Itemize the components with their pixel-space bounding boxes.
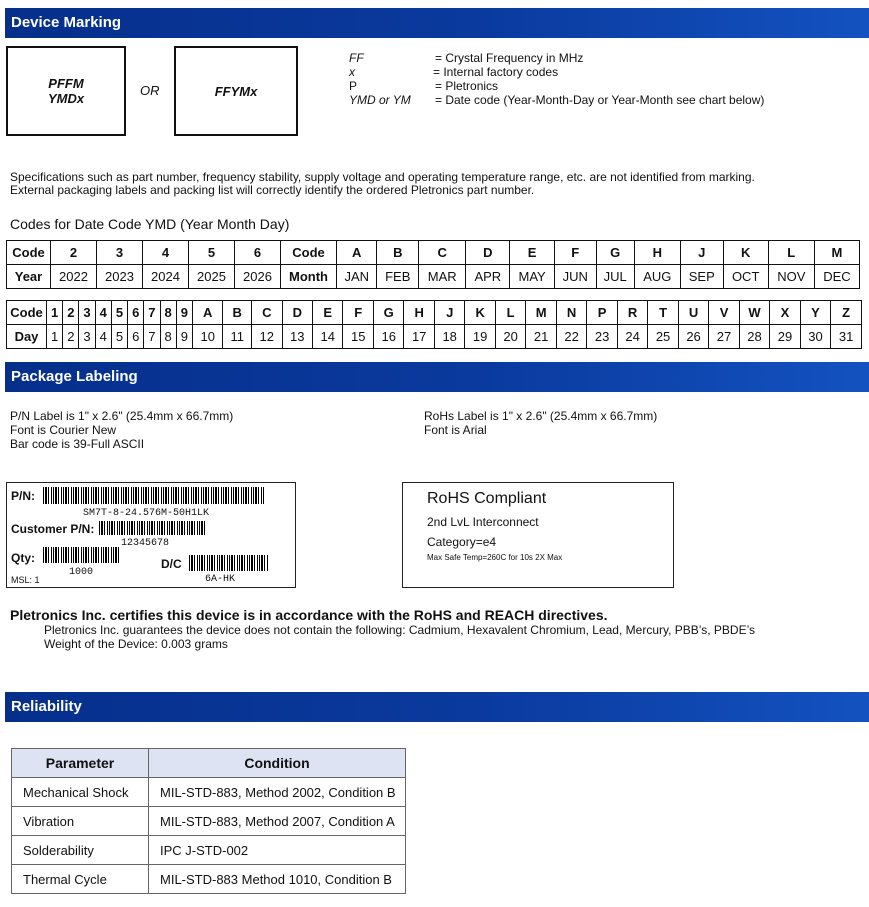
day-code-cell: 2 [63,301,79,325]
day-cell: 25 [648,325,678,349]
reliability-table [11,748,406,894]
day-code-cell: W [739,301,769,325]
day-code-cell: F [343,301,373,325]
month-cell: OCT [723,265,768,289]
dc-barcode [189,555,269,571]
marking-box-line2: YMDx [47,91,85,106]
legend-desc: = Internal factory codes [433,65,559,79]
year-cell: 2024 [143,265,189,289]
day-cell: 8 [160,325,176,349]
year-month-code-table [6,240,860,289]
year-code-cell: 2 [51,241,97,265]
cell-condition: MIL-STD-883 Method 1010, Condition B [149,865,406,894]
marking-note-2: External packaging labels and packing list will correctly identify the ordered Pletronics part number. [10,183,535,197]
month-cell: MAY [510,265,555,289]
day-code-cell: 5 [111,301,127,325]
cell-parameter: Thermal Cycle [12,865,149,894]
dc-value: 6A-HK [205,574,236,585]
rohs-label-spec-1: RoHs Label is 1" x 2.6" (25.4mm x 66.7mm) [424,409,658,423]
day-code-cell: 7 [144,301,160,325]
month-cell: JAN [337,265,377,289]
year-cell: 2026 [235,265,281,289]
table-row [12,807,406,836]
month-header: Month [281,265,337,289]
cell-parameter: Solderability [12,836,149,865]
msl-text: MSL: 1 [11,575,40,585]
month-cell: AUG [634,265,680,289]
month-code-cell: B [377,241,419,265]
marking-box-line1: PFFM [48,76,84,91]
day-cell: 17 [404,325,434,349]
day-cell: 31 [831,325,862,349]
day-cell: 15 [343,325,373,349]
table-header-row [12,749,406,778]
table-row [7,265,860,289]
day-cell: 9 [176,325,192,349]
column-header-condition: Condition [149,749,406,778]
day-cell: 1 [47,325,63,349]
year-code-cell: 6 [235,241,281,265]
table-row [12,836,406,865]
month-cell: MAR [419,265,466,289]
day-cell: 26 [678,325,708,349]
day-cell: 21 [526,325,556,349]
day-cell: 22 [556,325,586,349]
day-cell: 13 [282,325,312,349]
table-row [7,241,860,265]
marking-box-pffm [6,46,126,136]
legend-key: FF [349,51,364,65]
day-code-cell: J [434,301,464,325]
day-cell: 28 [739,325,769,349]
day-code-cell: V [709,301,739,325]
day-cell: 3 [79,325,95,349]
legend-key: YMD or YM [349,93,411,107]
rohs-line-1: 2nd LvL Interconnect [427,515,539,529]
marking-box2-text: FFYMx [214,83,258,99]
day-code-cell: 3 [79,301,95,325]
marking-note-1: Specifications such as part number, frequency stability, supply voltage and operating temperature range, etc. are not identified from marking. [10,170,755,184]
pn-barcode [43,487,265,504]
month-cell: NOV [768,265,814,289]
day-cell: 4 [95,325,111,349]
day-cell: 12 [252,325,282,349]
pn-label-spec-1: P/N Label is 1" x 2.6" (25.4mm x 66.7mm) [10,409,234,423]
year-code-cell: 3 [97,241,143,265]
year-code-header: Code [7,241,51,265]
day-code-cell: E [313,301,343,325]
table-row [7,301,862,325]
table-row [12,778,406,807]
pn-label-spec-3: Bar code is 39-Full ASCII [10,437,145,451]
legend-key: x [349,65,355,79]
legend-key: P [349,79,358,93]
cell-condition: IPC J-STD-002 [149,836,406,865]
dc-caption: D/C [161,557,182,571]
column-header-parameter: Parameter [12,749,149,778]
day-code-cell: N [556,301,586,325]
pn-label-spec-2: Font is Courier New [10,423,117,437]
day-code-cell: 9 [176,301,192,325]
day-code-cell: X [770,301,800,325]
day-code-cell: P [587,301,617,325]
month-cell: JUN [554,265,596,289]
day-cell: 11 [223,325,252,349]
cell-parameter: Mechanical Shock [12,778,149,807]
rohs-label-spec-2: Font is Arial [424,423,487,437]
day-code-cell: A [192,301,222,325]
day-code-cell: 1 [47,301,63,325]
day-cell: 24 [617,325,647,349]
cell-condition: MIL-STD-883, Method 2007, Condition A [149,807,406,836]
certification-text-1: Pletronics Inc. guarantees the device does not contain the following: Cadmium, Hexavalent Chromium, Lead, Mercury, PBB’s, PBDE’s [44,623,756,637]
day-code-cell: 4 [95,301,111,325]
month-code-cell: J [680,241,723,265]
legend-desc: = Pletronics [435,79,499,93]
cell-parameter: Vibration [12,807,149,836]
marking-or-text: OR [140,83,160,98]
month-cell: JUL [596,265,634,289]
month-code-cell: L [768,241,814,265]
month-code-cell: F [554,241,596,265]
day-code-cell: 6 [128,301,144,325]
qty-barcode [43,547,121,563]
month-code-cell: G [596,241,634,265]
day-code-cell: D [282,301,312,325]
legend-row-p [349,79,849,93]
codes-title: Codes for Date Code YMD (Year Month Day) [10,216,290,232]
month-code-cell: D [466,241,510,265]
qty-caption: Qty: [11,551,35,565]
day-code-cell: U [678,301,708,325]
day-code-cell: Y [800,301,830,325]
pn-value: SM7T-8-24.576M-50H1LK [83,508,210,519]
day-code-cell: T [648,301,678,325]
year-cell: 2025 [189,265,235,289]
day-header: Day [7,325,47,349]
day-cell: 23 [587,325,617,349]
year-code-cell: 4 [143,241,189,265]
day-code-cell: 8 [160,301,176,325]
day-cell: 29 [770,325,800,349]
certification-text-2: Weight of the Device: 0.003 grams [44,637,228,651]
day-cell: 19 [465,325,495,349]
section-header-reliability: Reliability [5,692,869,722]
day-cell: 20 [495,325,525,349]
day-code-cell: K [465,301,495,325]
year-header: Year [7,265,51,289]
year-cell: 2023 [97,265,143,289]
customer-pn-value: 12345678 [121,538,170,549]
month-code-header: Code [281,241,337,265]
cell-condition: MIL-STD-883, Method 2002, Condition B [149,778,406,807]
month-code-cell: C [419,241,466,265]
rohs-line-2: Category=e4 [427,535,497,549]
table-row [7,325,862,349]
month-cell: FEB [377,265,419,289]
month-code-cell: E [510,241,555,265]
rohs-label-sample [402,482,674,588]
day-cell: 16 [373,325,403,349]
marking-box-ffymx [174,46,298,136]
certification-heading: Pletronics Inc. certifies this device is in accordance with the RoHS and REACH directives. [10,607,608,623]
customer-pn-caption: Customer P/N: [11,522,95,536]
day-cell: 7 [144,325,160,349]
qty-value: 1000 [69,567,94,578]
legend-row-ff [349,51,849,65]
day-code-cell: H [404,301,434,325]
day-code-table [6,300,862,349]
day-code-cell: L [495,301,525,325]
pn-caption: P/N: [11,489,35,503]
customer-pn-barcode [99,521,207,535]
day-cell: 2 [63,325,79,349]
day-code-cell: B [223,301,252,325]
month-cell: APR [466,265,510,289]
month-cell: SEP [680,265,723,289]
day-code-cell: C [252,301,282,325]
day-cell: 10 [192,325,222,349]
section-header-device-marking: Device Marking [5,8,869,38]
day-cell: 18 [434,325,464,349]
day-cell: 6 [128,325,144,349]
rohs-title: RoHS Compliant [427,490,547,507]
table-row [12,865,406,894]
day-code-cell: R [617,301,647,325]
month-code-cell: K [723,241,768,265]
day-cell: 5 [111,325,127,349]
pn-label-sample [6,482,296,588]
month-cell: DEC [814,265,859,289]
year-cell: 2022 [51,265,97,289]
legend-desc: = Date code (Year-Month-Day or Year-Month see chart below) [435,93,765,107]
year-code-cell: 5 [189,241,235,265]
month-code-cell: A [337,241,377,265]
legend-row-x [349,65,849,79]
day-cell: 14 [313,325,343,349]
legend-desc: = Crystal Frequency in MHz [435,51,584,65]
legend-row-ymd [349,93,849,107]
rohs-line-3: Max Safe Temp=260C for 10s 2X Max [427,553,563,562]
day-code-cell: M [526,301,556,325]
month-code-cell: M [814,241,859,265]
day-code-cell: Z [831,301,862,325]
month-code-cell: H [634,241,680,265]
day-code-header: Code [7,301,47,325]
day-code-cell: G [373,301,403,325]
day-cell: 30 [800,325,830,349]
day-cell: 27 [709,325,739,349]
section-header-package-labeling: Package Labeling [5,362,869,392]
